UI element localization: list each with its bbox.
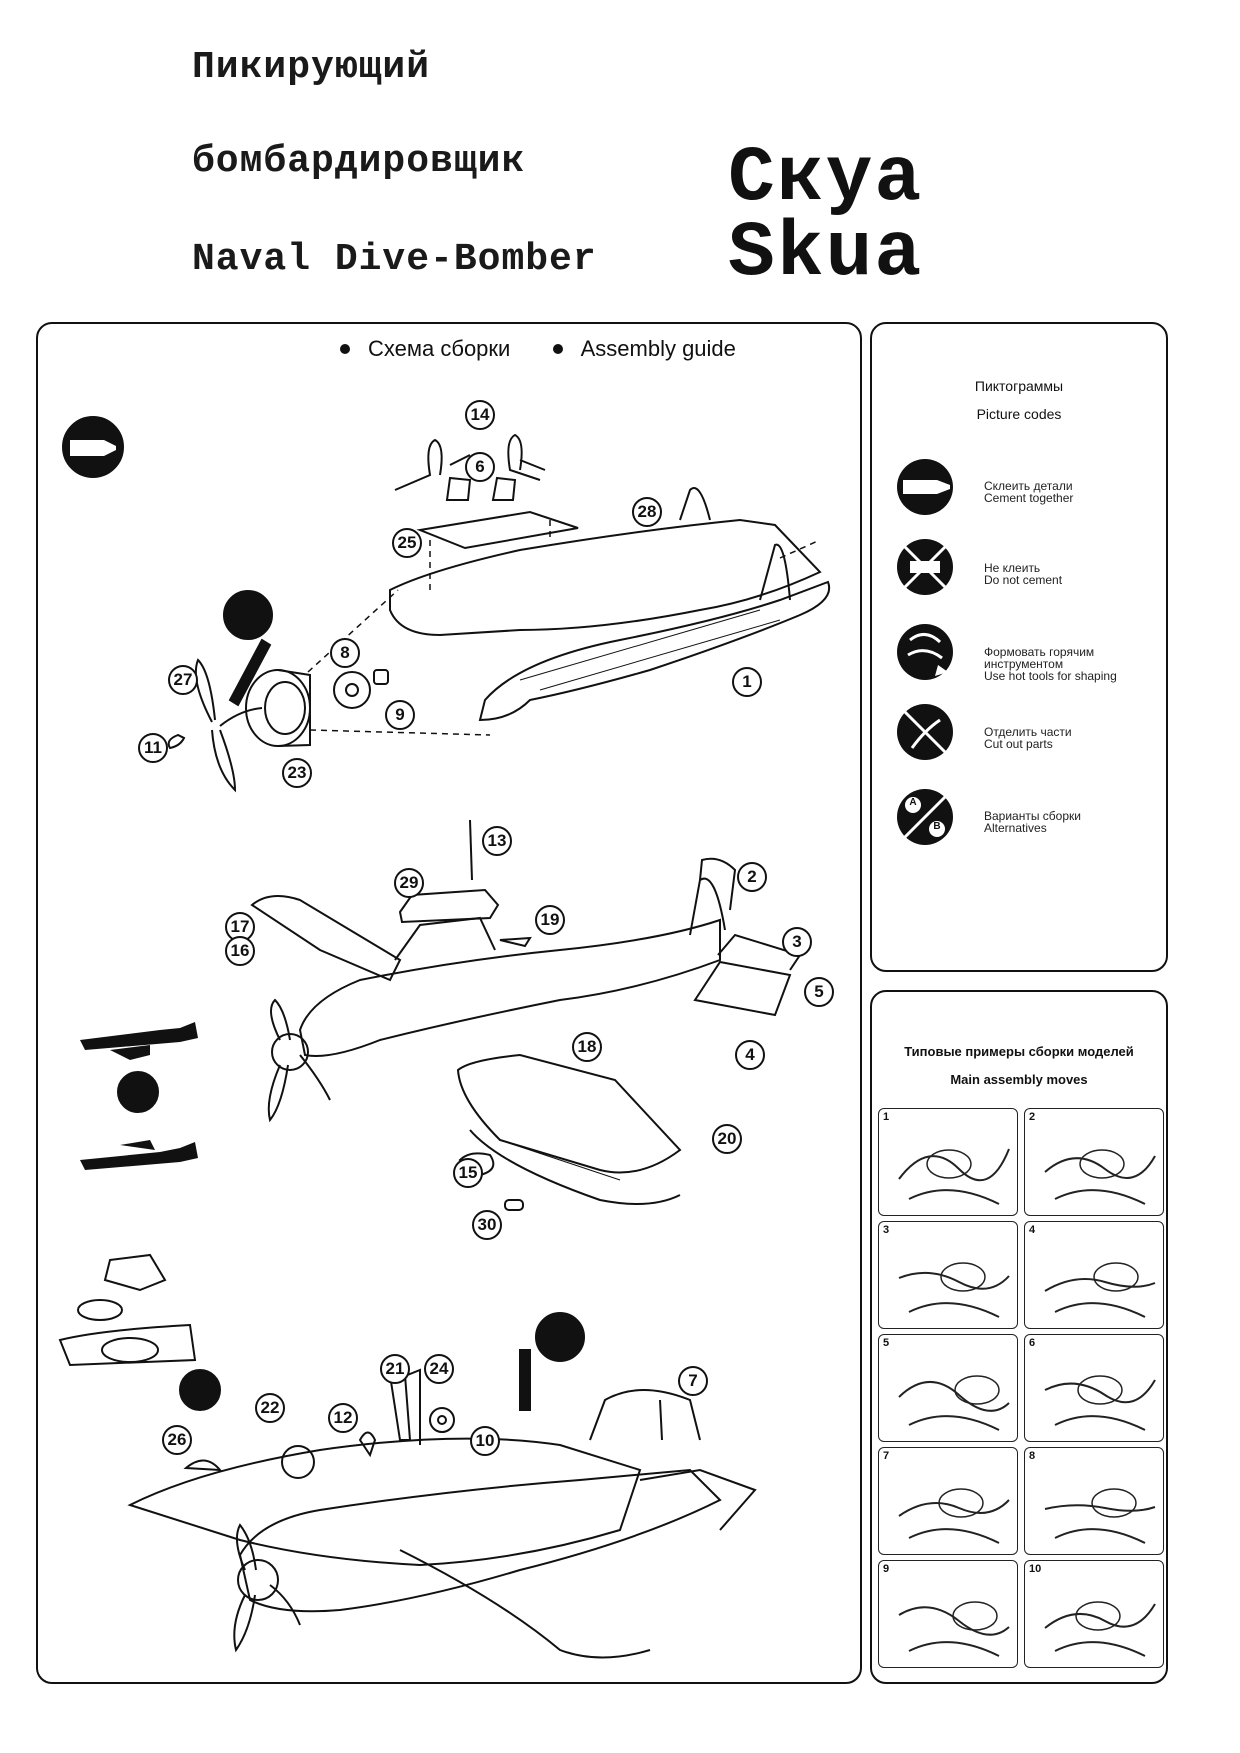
part-callout: 21 bbox=[380, 1354, 410, 1384]
assembly-move-4 bbox=[1024, 1221, 1164, 1329]
assembly-move-illustration bbox=[879, 1335, 1018, 1442]
assembly-move-number: 4 bbox=[1029, 1224, 1036, 1236]
assembly-move-illustration bbox=[879, 1109, 1018, 1216]
assembly-move-8 bbox=[1024, 1447, 1164, 1555]
part-callout: 8 bbox=[330, 638, 360, 668]
title-en-line: Naval Dive-Bomber bbox=[192, 238, 597, 281]
part-callout: 28 bbox=[632, 497, 662, 527]
fuselage-half-right bbox=[480, 582, 829, 720]
alt-b-mark: B bbox=[933, 821, 941, 832]
code-no-cement-label: Не клеить Do not cement bbox=[984, 561, 1063, 587]
part-callout: 17 bbox=[225, 912, 255, 942]
part-callout: 6 bbox=[465, 452, 495, 482]
assembly-move-7 bbox=[878, 1447, 1018, 1555]
assembly-move-number: 5 bbox=[883, 1337, 890, 1349]
aircraft-name-ru: Скуа bbox=[728, 135, 924, 223]
assembly-move-number: 8 bbox=[1029, 1450, 1036, 1462]
part-callout: 16 bbox=[225, 936, 255, 966]
assembly-move-1 bbox=[878, 1108, 1018, 1216]
assembly-move-illustration bbox=[879, 1561, 1018, 1668]
assembly-move-illustration bbox=[879, 1448, 1018, 1555]
guide-title-en: Assembly guide bbox=[580, 336, 736, 361]
part-callout: 25 bbox=[392, 528, 422, 558]
guide-title-ru: Схема сборки bbox=[368, 336, 511, 361]
assembly-move-number: 1 bbox=[883, 1111, 890, 1123]
picture-codes-title-ru: Пиктограммы bbox=[974, 378, 1064, 394]
assembly-move-number: 7 bbox=[883, 1450, 890, 1462]
bottom-aircraft-fuselage bbox=[240, 1470, 720, 1611]
part-callout: 10 bbox=[470, 1426, 500, 1456]
part-callout: 22 bbox=[255, 1393, 285, 1423]
part-callout: 12 bbox=[328, 1403, 358, 1433]
title-ru-line1: Пикирующий bbox=[192, 46, 431, 89]
part-callout: 13 bbox=[482, 826, 512, 856]
assembly-move-illustration bbox=[1025, 1448, 1164, 1555]
assembly-move-illustration bbox=[1025, 1222, 1164, 1329]
part-callout: 9 bbox=[385, 700, 415, 730]
assembly-move-number: 10 bbox=[1029, 1563, 1042, 1575]
variant-b-silhouette bbox=[80, 1140, 198, 1170]
assembly-move-3 bbox=[878, 1221, 1018, 1329]
cockpit-floor bbox=[420, 512, 578, 548]
bottom-aircraft-wing bbox=[130, 1439, 640, 1565]
code-alternatives-label: Варианты сборки Alternatives bbox=[984, 809, 1081, 835]
assembly-move-number: 9 bbox=[883, 1563, 890, 1575]
part-callout: 19 bbox=[535, 905, 565, 935]
code-cut-parts-label: Отделить части Cut out parts bbox=[984, 725, 1072, 751]
part-callout: 27 bbox=[168, 665, 198, 695]
part-callout: 3 bbox=[782, 927, 812, 957]
assembly-move-number: 2 bbox=[1029, 1111, 1036, 1123]
part-callout: 4 bbox=[735, 1040, 765, 1070]
part-callout: 18 bbox=[572, 1032, 602, 1062]
assembly-move-10 bbox=[1024, 1560, 1164, 1668]
part-callout: 20 bbox=[712, 1124, 742, 1154]
lower-wing bbox=[458, 1055, 680, 1173]
variant-a-silhouette bbox=[80, 1022, 198, 1060]
code-hot-tool-label: Формовать горячим инструментом Use hot tools for shaping bbox=[984, 645, 1117, 683]
assembly-move-number: 6 bbox=[1029, 1337, 1036, 1349]
part-callout: 5 bbox=[804, 977, 834, 1007]
alt-a-mark: A bbox=[909, 797, 917, 808]
middle-aircraft-fuselage bbox=[300, 920, 720, 1056]
assembly-move-illustration bbox=[1025, 1109, 1164, 1216]
assembly-move-illustration bbox=[879, 1222, 1018, 1329]
part-callout: 11 bbox=[138, 733, 168, 763]
tailplane-right bbox=[695, 962, 790, 1015]
fuselage-half-left bbox=[390, 520, 820, 635]
part-callout: 7 bbox=[678, 1366, 708, 1396]
part-callout: 1 bbox=[732, 667, 762, 697]
part-callout: 30 bbox=[472, 1210, 502, 1240]
code-cement-label: Склеить детали Cement together bbox=[984, 479, 1074, 505]
part-callout: 2 bbox=[737, 862, 767, 892]
step1-cement-icon bbox=[63, 417, 123, 477]
aircraft-name-en: Skua bbox=[728, 210, 924, 298]
assembly-move-illustration bbox=[1025, 1561, 1164, 1668]
assembly-move-6 bbox=[1024, 1334, 1164, 1442]
assembly-move-5 bbox=[878, 1334, 1018, 1442]
part-callout: 15 bbox=[453, 1158, 483, 1188]
part-callout: 23 bbox=[282, 758, 312, 788]
middle-aircraft-wing bbox=[252, 896, 400, 980]
part-callout: 29 bbox=[394, 868, 424, 898]
assembly-move-illustration bbox=[1025, 1335, 1164, 1442]
assembly-move-number: 3 bbox=[883, 1224, 890, 1236]
part-callout: 14 bbox=[465, 400, 495, 430]
picture-codes-title-en: Picture codes bbox=[976, 406, 1062, 422]
part-callout: 26 bbox=[162, 1425, 192, 1455]
part-callout: 24 bbox=[424, 1354, 454, 1384]
picture-code-icons bbox=[897, 459, 953, 845]
assembly-moves-title-en: Main assembly moves bbox=[950, 1072, 1088, 1087]
assembly-move-2 bbox=[1024, 1108, 1164, 1216]
assembly-moves-title-ru: Типовые примеры сборки моделей bbox=[904, 1044, 1134, 1059]
assembly-move-9 bbox=[878, 1560, 1018, 1668]
title-ru-line2: бомбардировщик bbox=[192, 140, 526, 183]
